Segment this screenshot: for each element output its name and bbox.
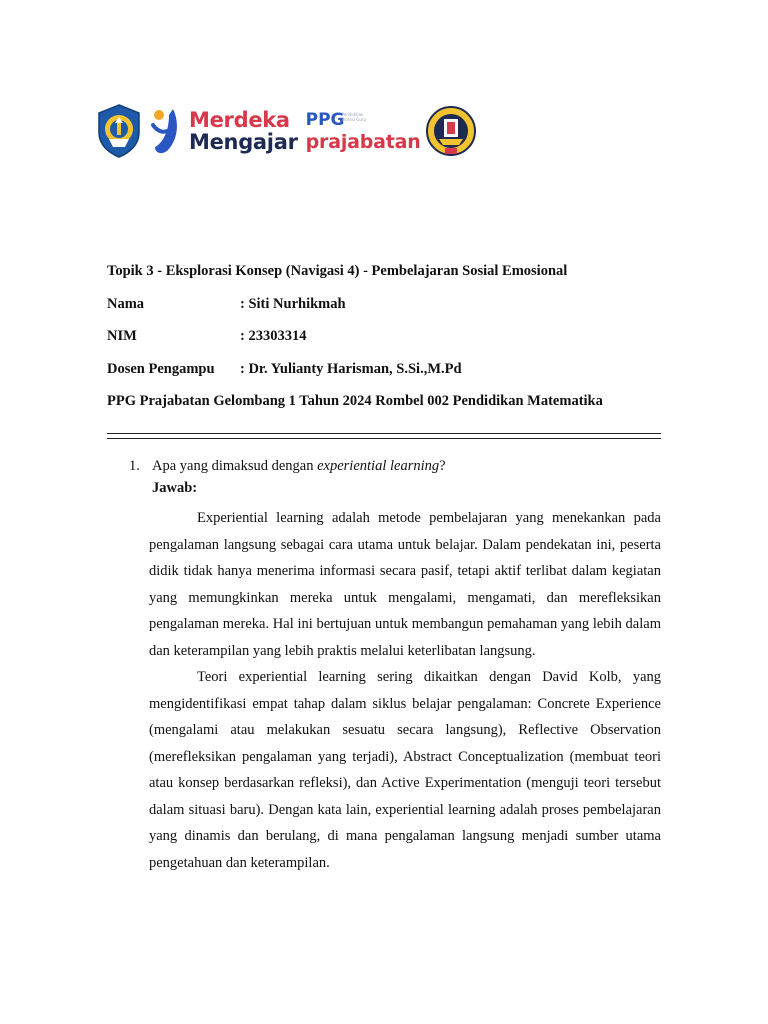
assignment-header (107, 261, 667, 424)
prajabatan-word: prajabatan (305, 131, 421, 153)
answer-paragraph: Teori experiential learning sering dikaitkan dengan David Kolb, yang mengidentifikasi empat tahap dalam siklus belajar pengalaman: Concrete Experience (mengalami atau melakukan sesuatu secara langsung), Reflective Observation (merefleksikan pengalaman yang terjadi), Abstract Conceptualization (membuat teori atau konsep berdasarkan refleksi), dan Active Experimentation (menguji teori tersebut dalam situasi baru). Dengan kata lain, experiential learning adalah proses pembelajaran yang dinamis dan berulang, di mana pengalaman langsung menjadi sumber utama pengetahuan dan keterampilan. (149, 669, 661, 871)
field-label-nim: NIM (107, 328, 137, 344)
unp-seal-icon (425, 103, 477, 159)
answer-label: Jawab: (152, 480, 198, 496)
field-nama (107, 294, 667, 327)
divider-line-top (107, 433, 661, 434)
ppg-tagline: Pendidikan Profesi Guru (341, 112, 367, 122)
logo-header (95, 100, 477, 162)
question-number: 1. (129, 458, 140, 474)
question-text-before: Apa yang dimaksud dengan (152, 458, 318, 474)
field-label-dosen: Dosen Pengampu (107, 360, 215, 377)
topic-title: Topik 3 - Eksplorasi Konsep (Navigasi 4) - Pembelajaran Sosial Emosional (107, 263, 568, 279)
merdeka-word: Merdeka (189, 108, 290, 132)
field-value-nim: : 23303314 (240, 328, 307, 344)
answer-body (149, 505, 661, 876)
field-label-nama: Nama (107, 295, 145, 312)
program-line: PPG Prajabatan Gelombang 1 Tahun 2024 Rombel 002 Pendidikan Matematika (107, 393, 603, 409)
question-block (129, 455, 661, 876)
question-text (129, 455, 661, 477)
ppg-prajabatan-wordmark (306, 109, 421, 153)
field-value-dosen: : Dr. Yulianty Harisman, S.Si.,M.Pd (240, 360, 462, 377)
kemdikbud-logo-icon (95, 103, 143, 159)
field-dosen (107, 359, 667, 392)
question-text-after: ? (439, 458, 446, 474)
answer-paragraph: Experiential learning adalah metode pembelajaran yang menekankan pada pengalaman langsung sebagai cara utama untuk belajar. Dalam pendekatan ini, peserta didik tidak hanya menerima informasi secara pasif, tetapi aktif terlibat dalam kegiatan yang memungkinkan mereka untuk mengalami, mengamati, dan merefleksikan pengalaman mereka. Hal ini bertujuan untuk membangun pemahaman yang lebih dalam dan keterampilan yang lebih praktis melalui keterlibatan langsung. (149, 510, 661, 659)
merdeka-mengajar-symbol-icon (149, 103, 183, 159)
divider-line-bottom (107, 438, 661, 439)
mengajar-word: Mengajar (189, 130, 298, 154)
merdeka-mengajar-wordmark (189, 109, 298, 153)
field-value-nama: : Siti Nurhikmah (240, 295, 346, 312)
field-nim (107, 326, 667, 359)
ppg-word: PPG (305, 110, 345, 130)
question-emphasis: experiential learning (317, 458, 440, 474)
